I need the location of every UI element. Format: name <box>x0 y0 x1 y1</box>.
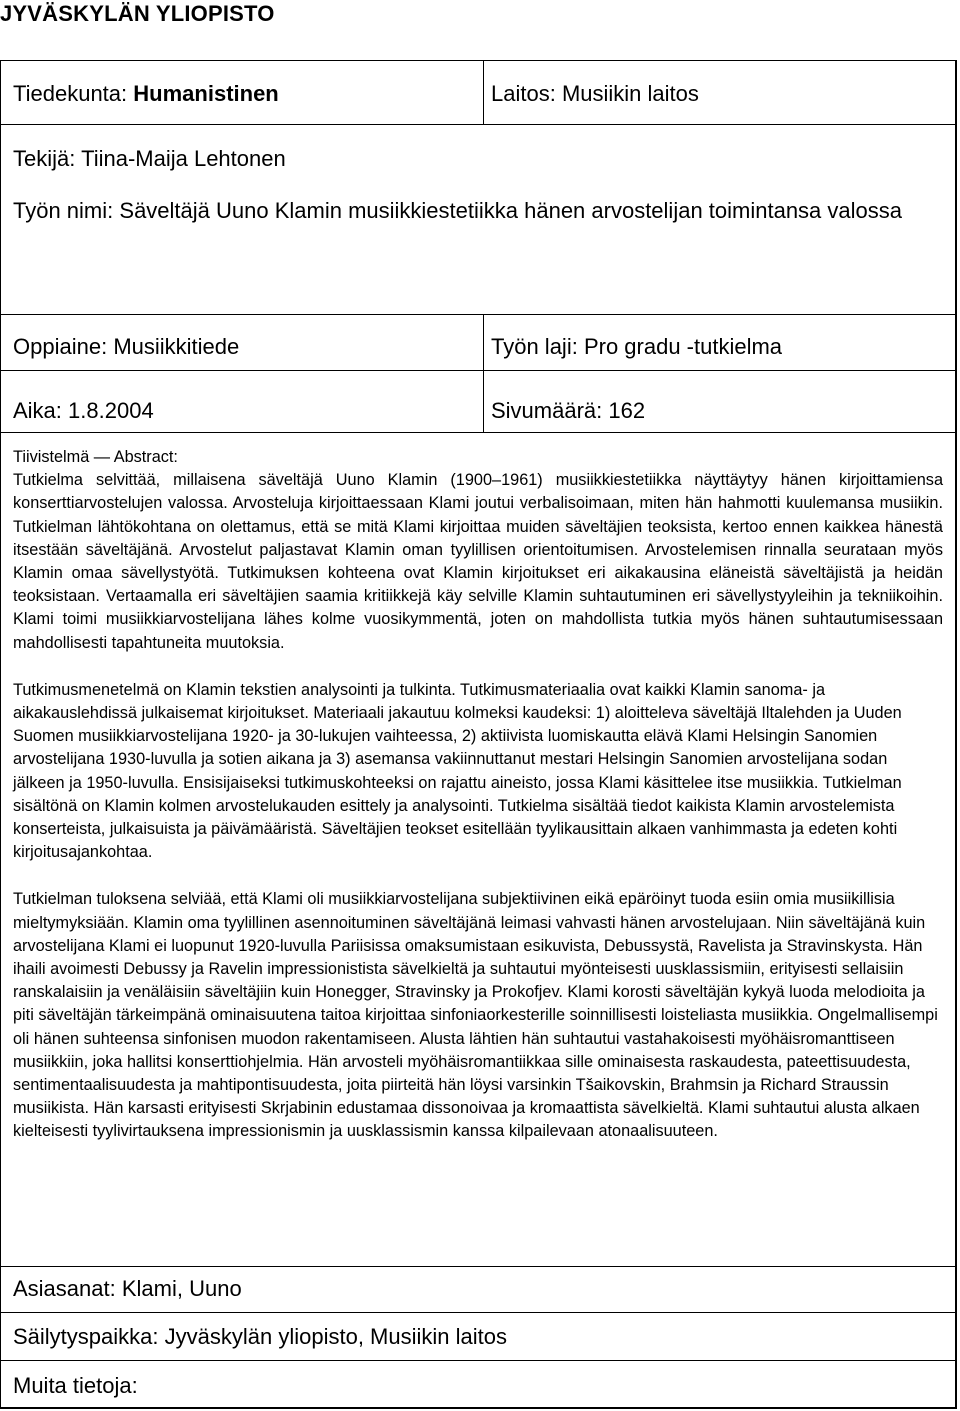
abstract-heading: Tiivistelmä — Abstract: <box>13 448 178 466</box>
keywords-label: Asiasanat: <box>13 1276 116 1301</box>
pages-label: Sivumäärä: <box>491 398 603 423</box>
row-divider <box>1 314 956 315</box>
subject-value: Musiikkitiede <box>113 334 240 359</box>
faculty-value: Humanistinen <box>133 81 279 106</box>
row-divider <box>1 1266 956 1267</box>
pages-value: 162 <box>608 398 646 423</box>
author-value: Tiina-Maija Lehtonen <box>81 146 286 171</box>
department-field <box>491 80 699 108</box>
row-divider <box>1 432 956 433</box>
storage-label: Säilytyspaikka: <box>13 1324 159 1349</box>
date-label: Aika: <box>13 398 62 423</box>
abstract-section <box>13 446 943 1144</box>
pages-field <box>491 397 645 425</box>
column-divider <box>483 61 484 124</box>
work-title-label: Työn nimi: <box>13 198 114 223</box>
storage-field <box>13 1323 507 1351</box>
department-label: Laitos: <box>491 81 556 106</box>
date-field <box>13 397 154 425</box>
subject-field <box>13 333 239 361</box>
column-divider <box>483 314 484 432</box>
author-label: Tekijä: <box>13 146 76 171</box>
row-divider <box>1 1360 956 1361</box>
abstract-paragraph: Tutkielman tuloksena selviää, että Klami oli musiikkiarvostelijana subjektiivinen eikä epäröinyt tuoda esiin omia musiikillisia mieltymyksiään. Klamin oma tyylillinen asennoituminen säveltäjänä leimasi vahvasti hänen arvostelujaan. Niin säveltäjänä kuin arvostelijana Klami ei luopunut 1920-luvulla Pariisissa omaksumistaan esikuvista, Debussystä, Ravelista ja Stravinskysta. Hän ihaili avoimesti Debussy ja Ravelin impressionistista sävelkieltä ja suhtautui myönteisesti uusklassismiin, erityisesti sellaisiin ranskalaisiin ja venäläisiin säveltäjiin kuin Honegger, Stravinsky ja Prokofjev. Klami korosti säveltäjän kykyä luoda melodioita ja piti säveltäjän tärkeimpänä ominaisuutena taitoa kirjoittaa sinfoniaorkesterille soinnillisesti loisteliasta musiikkia. Ongelmallisempi oli hänen suhteensa sinfonisen muodon rakentamiseen. Alusta lähtien hän suhtautui vastahakoisesti myöhäisromanttiseen musiikkiin, joka hallitsi konserttiohjelmia. Hän arvosteli myöhäisromantiikkaa sille ominaisesta raskaudesta, pateettisuudesta, sentimentaalisuudesta ja mahtipontisuudesta, joita piirteitä hän löysi varsinkin Tšaikovskin, Brahmsin ja Richard Straussin musiikista. Hän karsasti erityisesti Skrjabinin edustamaa dissonoivaa ja kromaattista sävelkieltä. Klami suhtautui alusta alkaen kielteisesti tyylivirtauksena impressionismin ja uusklassismin kanssa kilpailevaan atonaalisuuteen. <box>13 890 938 1141</box>
date-value: 1.8.2004 <box>68 398 154 423</box>
other-info-label: Muita tietoja: <box>13 1373 138 1398</box>
author-field <box>13 145 286 173</box>
storage-value: Jyväskylän yliopisto, Musiikin laitos <box>164 1324 507 1349</box>
other-info-field <box>13 1372 138 1400</box>
keywords-field <box>13 1275 242 1303</box>
abstract-form <box>0 60 957 1409</box>
work-title-value: Säveltäjä Uuno Klamin musiikkiestetiikka hänen arvostelijan toimintansa valossa <box>119 198 903 223</box>
faculty-field <box>13 80 279 108</box>
work-type-field <box>491 333 782 361</box>
subject-label: Oppiaine: <box>13 334 108 359</box>
row-divider <box>1 1312 956 1313</box>
work-type-label: Työn laji: <box>491 334 578 359</box>
keywords-value: Klami, Uuno <box>121 1276 242 1301</box>
row-divider <box>1 124 956 125</box>
row-divider <box>1 370 956 371</box>
department-value: Musiikin laitos <box>561 81 699 106</box>
work-type-value: Pro gradu -tutkielma <box>583 334 783 359</box>
faculty-label: Tiedekunta: <box>13 81 128 106</box>
university-name: JYVÄSKYLÄN YLIOPISTO <box>0 1 275 26</box>
work-title-field <box>13 197 943 225</box>
abstract-paragraph: Tutkimusmenetelmä on Klamin tekstien analysointi ja tulkinta. Tutkimusmateriaalia ovat kaikki Klamin sanoma- ja aikakauslehdissä julkaisemat kirjoitukset. Materiaali jakautuu kolmeksi kaudeksi: 1) aloitteleva säveltäjä Iltalehden ja Uuden Suomen musiikkiarvostelijana 1920- ja 30-lukujen vaihteessa, 2) aktiivista luomiskautta elävä Klami Helsingin Sanomien arvostelijana 1930-luvulla ja sotien aikana ja 3) asemansa vakiinnuttanut mestari Helsingin Sanomien arvostelijana sodan jälkeen ja 1950-luvulla. Ensisijaiseksi tutkimuskohteeksi on rajattu aineisto, jossa Klami käsittelee itse musiikkia. Tutkielman sisältönä on Klamin kolmen arvostelukauden esittely ja analysointi. Tutkielma sisältää tiedot kaikista Klamin arvostelemista konserteista, julkaisuista ja päivämääristä. Säveltäjien teokset esitellään tyylikausittain alkaen vanhimmasta ja edeten kohti kirjoitusajankohtaa. <box>13 680 902 862</box>
abstract-paragraph: Tutkielma selvittää, millaisena säveltäjä Uuno Klamin (1900–1961) musiikkiestetiikka näyttäytyy hänen kirjoittamiensa konserttiarvostelujen valossa. Arvosteluja kirjoittaessaan Klami joutui verbalisoimaan, miten hän hahmotti kuulemansa musiikin. Tutkielman lähtökohtana on olettamus, että se mitä Klami kirjoittaa muiden säveltäjien teoksista, kertoo ennen kaikkea hänestä itsestään säveltäjänä. Arvostelut paljastavat Klamin oman tyylillisen orientoitumisen. Arvostelemisen rinnalla seurataan myös Klamin omaa sävellystyötä. Tutkimuksen kohteena ovat Klamin kirjoitukset eri aikakausina eläneistä säveltäjistä ja heidän teoksistaan. Vertaamalla eri säveltäjien saamia kritiikkejä käy selville Klamin suhtautuminen eri sävellystyyleihin ja tekniikoihin. Klami toimi musiikkiarvostelijana lähes kolme vuosikymmentä, joten on mahdollista tutkia myös hänen suhtautumisessaan mahdollisesti tapahtuneita muutoksia. <box>13 471 943 652</box>
